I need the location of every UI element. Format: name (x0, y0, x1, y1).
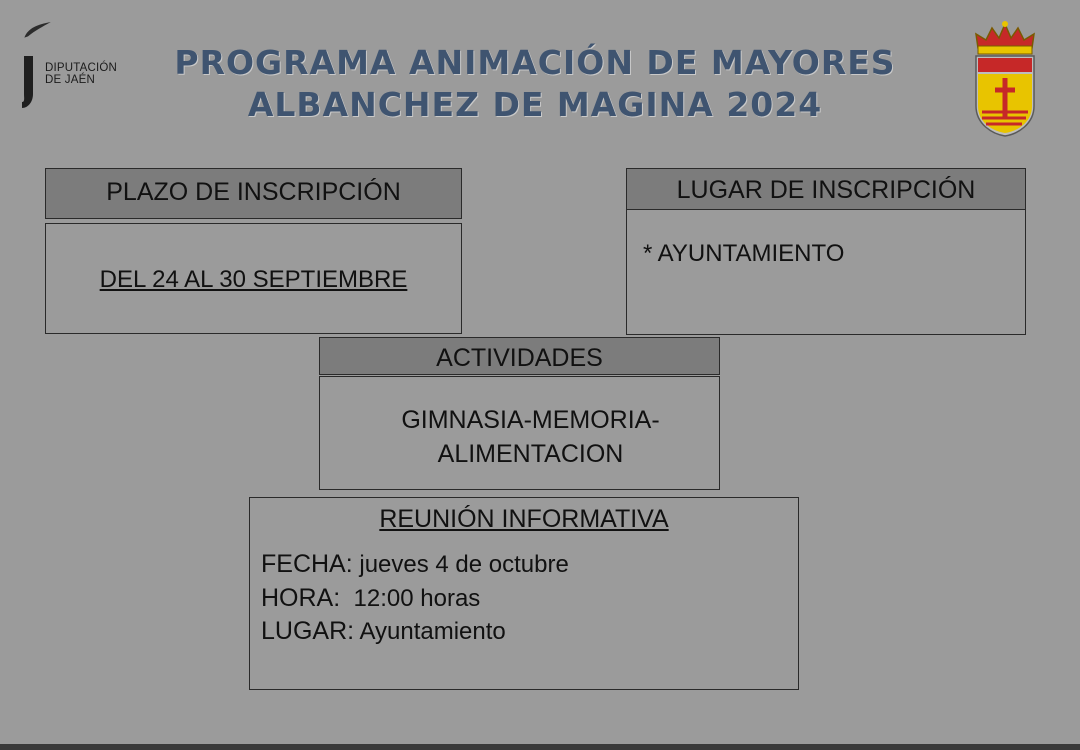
diputacion-text (45, 62, 117, 86)
title-line-2: ALBANCHEZ DE MAGINA 2024 (247, 85, 823, 124)
lugar-header: LUGAR DE INSCRIPCIÓN (626, 168, 1026, 210)
actividades-list (320, 403, 719, 471)
lugar-label: LUGAR: (261, 617, 355, 645)
plazo-value: DEL 24 AL 30 SEPTIEMBRE (99, 266, 408, 293)
hora-value: 12:00 horas (340, 585, 481, 612)
page-title (130, 42, 940, 126)
reunion-box (249, 497, 799, 690)
coat-of-arms-icon (968, 18, 1042, 140)
fecha-value: jueves 4 de octubre (352, 551, 569, 578)
logo-line-2: DE JAÉN (45, 74, 95, 86)
fecha-label: FECHA: (261, 550, 353, 578)
reunion-fecha-row (261, 550, 569, 579)
reunion-hora-row (261, 584, 480, 613)
lugar-box (626, 209, 1026, 335)
lugar-value: * AYUNTAMIENTO (643, 240, 845, 267)
actividades-line-2: ALIMENTACION (437, 440, 624, 468)
diputacion-logo (22, 22, 132, 112)
bottom-bar (0, 744, 1080, 750)
plazo-box (45, 223, 462, 334)
hora-label: HORA: (261, 584, 341, 612)
actividades-line-1: GIMNASIA-MEMORIA- (401, 406, 660, 434)
actividades-box (319, 376, 720, 490)
reunion-lugar-row (261, 617, 506, 646)
plazo-header: PLAZO DE INSCRIPCIÓN (45, 168, 462, 219)
actividades-header: ACTIVIDADES (319, 337, 720, 375)
reunion-header: REUNIÓN INFORMATIVA (379, 505, 669, 533)
lugar-meeting-value: Ayuntamiento (354, 618, 506, 645)
logo-line-1: DIPUTACIÓN (45, 62, 118, 74)
title-line-1: PROGRAMA ANIMACIÓN DE MAYORES (174, 43, 896, 82)
